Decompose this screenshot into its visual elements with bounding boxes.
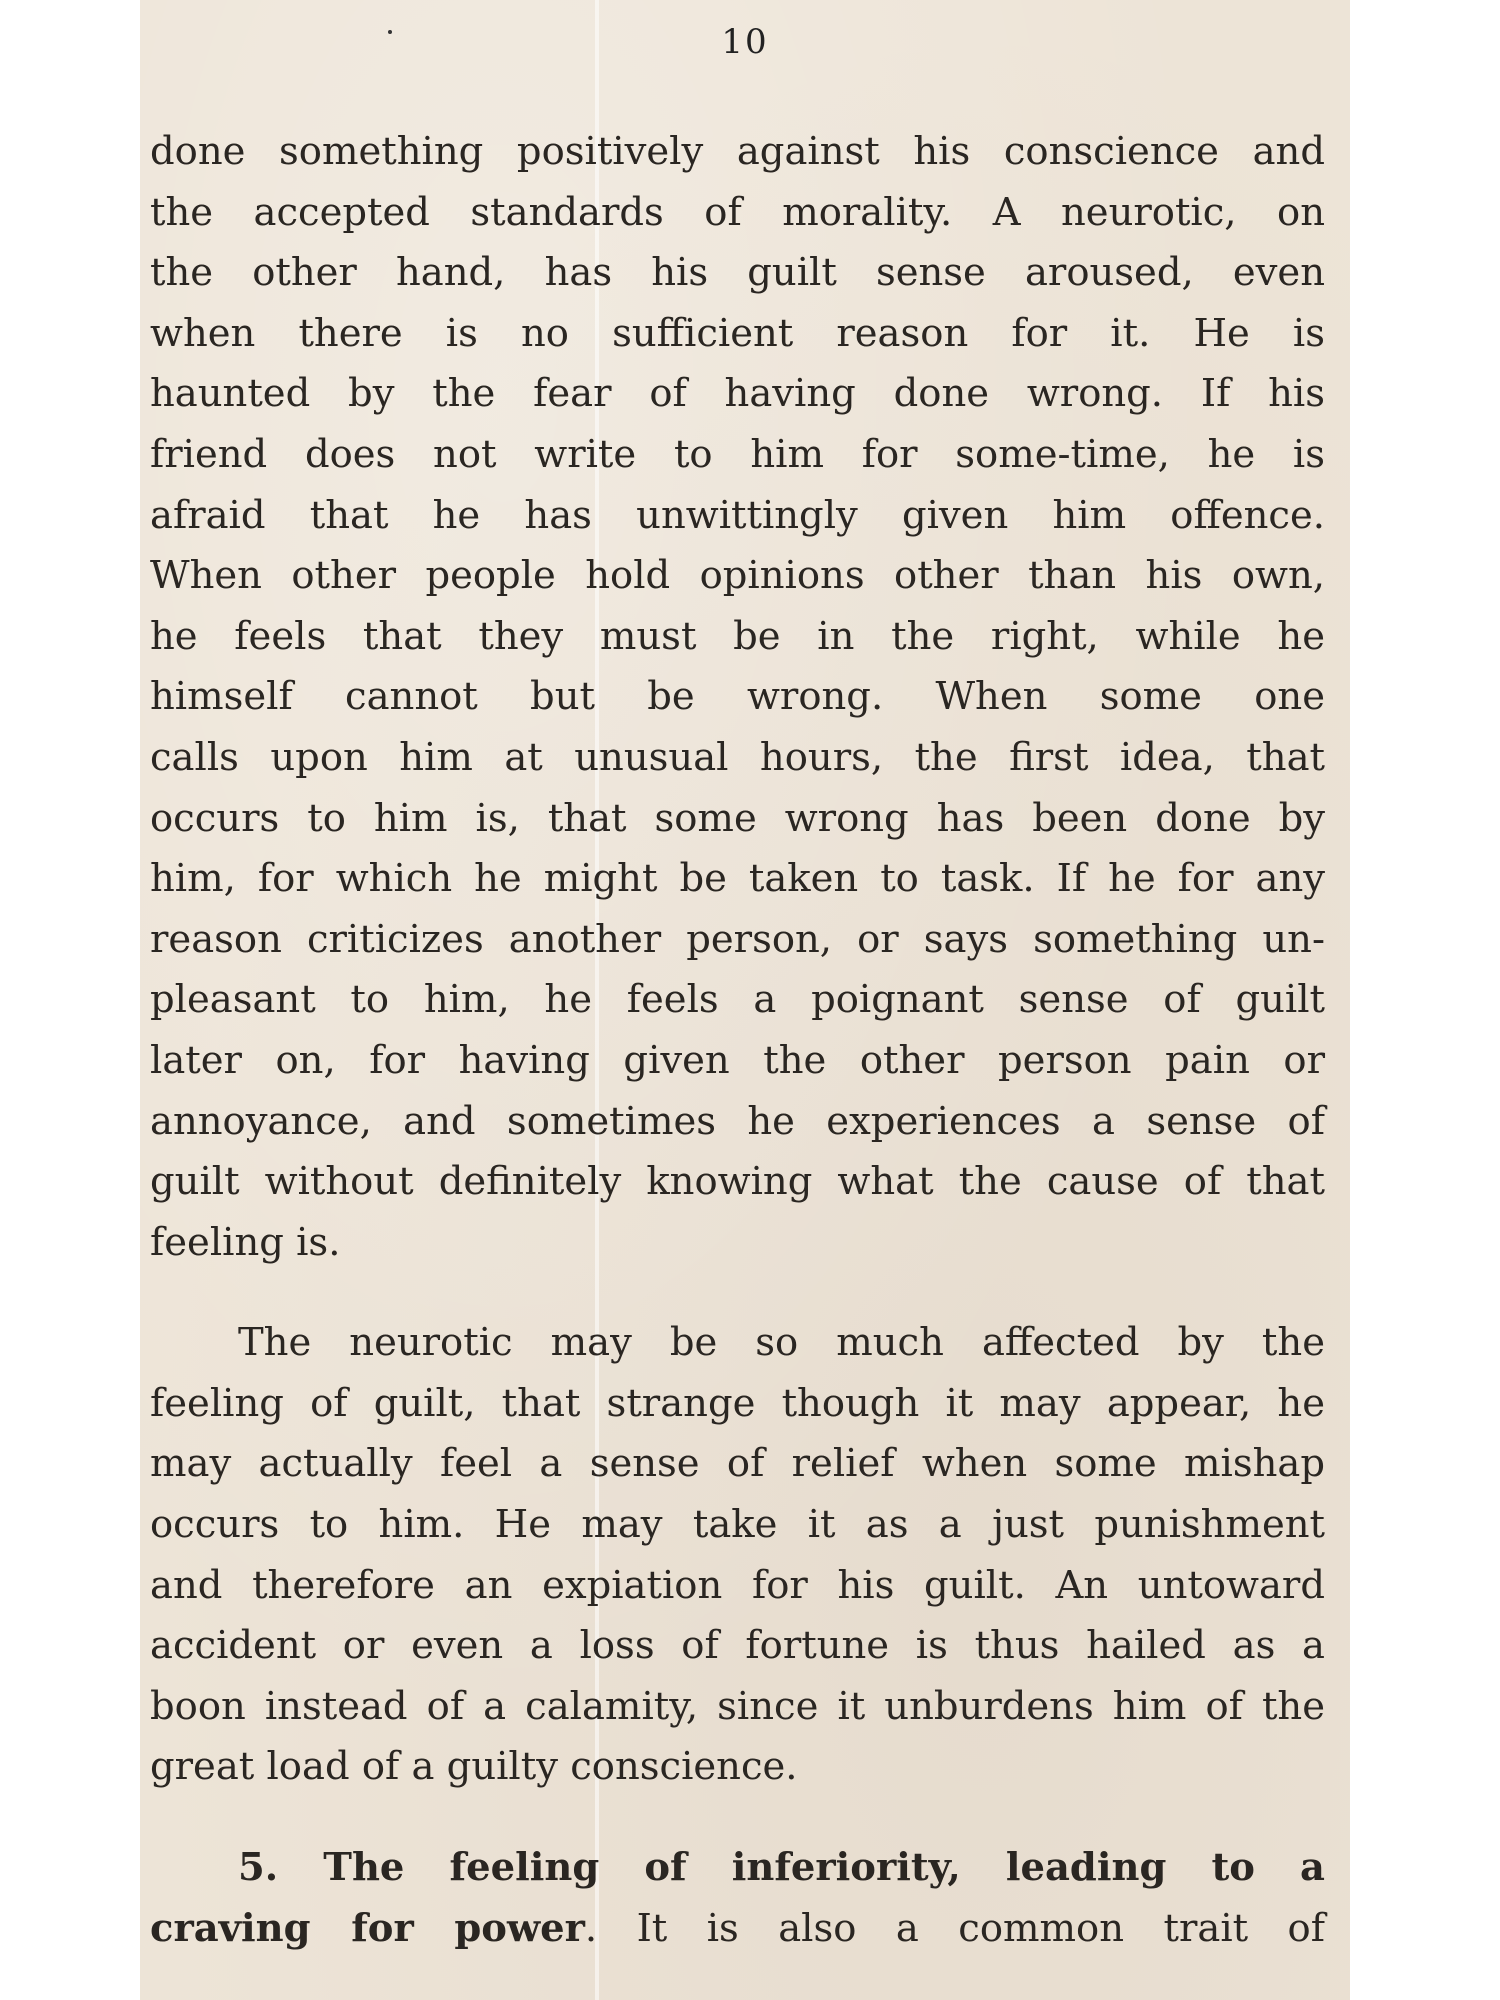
paragraph-1	[150, 122, 1325, 1273]
text-line: annoyance, and sometimes he experiences a sense of	[150, 1098, 1325, 1144]
text-line: When other people hold opinions other than his own,	[150, 553, 1325, 599]
paragraph-2	[150, 1313, 1325, 1798]
text-line: reason criticizes another person, or says something un-	[150, 916, 1325, 962]
text-line: later on, for having given the other person pain or	[150, 1037, 1325, 1083]
text-line: the accepted standards of morality. A neurotic, on	[150, 189, 1325, 235]
text-line: occurs to him is, that some wrong has been done by	[150, 795, 1325, 841]
text-line: friend does not write to him for some-time, he is	[150, 431, 1325, 477]
section-text: . It is also a common trait of	[584, 1905, 1325, 1951]
text-line: calls upon him at unusual hours, the first idea, that	[150, 734, 1325, 780]
text-line: guilt without definitely knowing what the cause of that	[150, 1159, 1325, 1205]
text-line: afraid that he has unwittingly given him offence.	[150, 492, 1325, 538]
text-line: may actually feel a sense of relief when some mishap	[150, 1441, 1325, 1487]
text-line: and therefore an expiation for his guilt. An untoward	[150, 1562, 1325, 1608]
text-line: The neurotic may be so much affected by the	[238, 1320, 1325, 1366]
page-number: 10	[721, 22, 769, 62]
paragraph-gap	[150, 1273, 1325, 1313]
section-heading: 5. The feeling of inferiority, leading to a	[238, 1845, 1325, 1891]
text-line: when there is no sufficient reason for it. He is	[150, 310, 1325, 356]
text-line: the other hand, has his guilt sense aroused, even	[150, 250, 1325, 296]
text-line: done something positively against his conscience and	[150, 129, 1325, 174]
text-line: boon instead of a calamity, since it unburdens him of the	[150, 1683, 1325, 1729]
section-heading-continued: craving for power	[150, 1905, 585, 1951]
text-line: he feels that they must be in the right, while he	[150, 613, 1325, 659]
paragraph-gap	[150, 1798, 1325, 1838]
book-page	[140, 0, 1350, 2000]
text-line: haunted by the fear of having done wrong. If his	[150, 371, 1325, 417]
text-line: feeling of guilt, that strange though it may appear, he	[150, 1380, 1325, 1426]
body-text	[150, 122, 1325, 1959]
text-line: feeling is.	[150, 1219, 341, 1265]
text-line: accident or even a loss of fortune is thus hailed as a	[150, 1623, 1325, 1669]
text-line: himself cannot but be wrong. When some one	[150, 674, 1325, 720]
text-line: him, for which he might be taken to task. If he for any	[150, 856, 1325, 902]
text-line: pleasant to him, he feels a poignant sense of guilt	[150, 977, 1325, 1023]
text-line: great load of a guilty conscience.	[150, 1744, 798, 1790]
section-5	[150, 1838, 1325, 1959]
text-line	[150, 1899, 1325, 1960]
text-line: occurs to him. He may take it as a just punishment	[150, 1502, 1325, 1548]
